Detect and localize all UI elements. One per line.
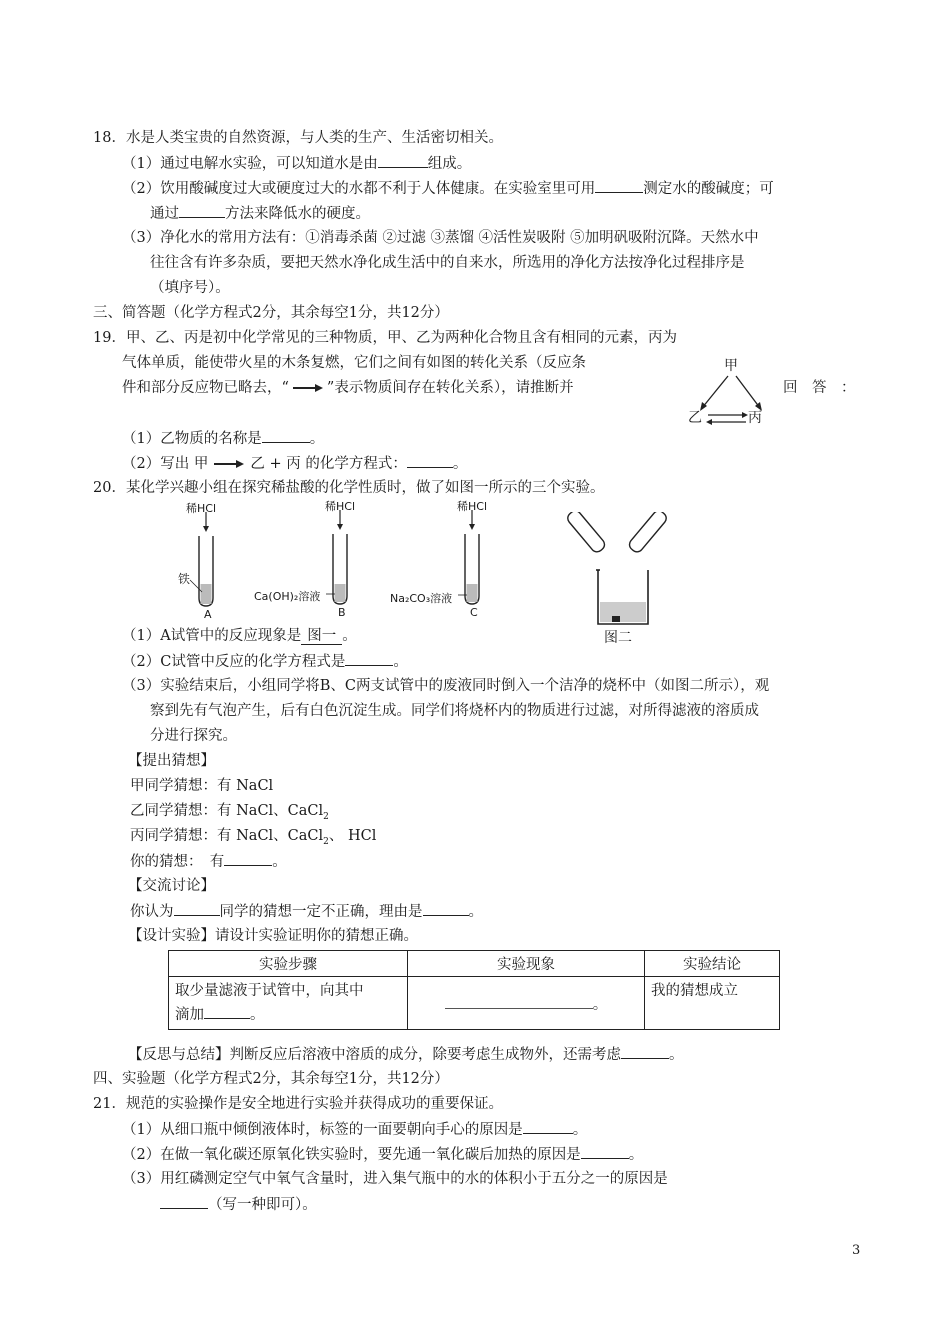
q19-stem-line2: 气体单质，能使带火星的木条复燃，它们之间有如图的转化关系（反应条 [122,355,586,371]
header-steps: 实验步骤 [169,951,408,977]
acid-label-b: 稀HCl [325,500,356,513]
q20-part3-end: 分进行探究。 [150,728,237,744]
q19-stem-line3 [122,378,574,398]
q21-part1-text: （1）从细口瓶中倾倒液体时，标签的一面要朝向手心的原因是 [122,1122,523,1138]
q21-part3: （3）用红磷测定空气中氧气含量时，进入集气瓶中的水的体积小于五分之一的原因是 [122,1171,668,1187]
discussion-end: 。 [468,904,483,920]
figure-2-caption: 图二 [604,630,632,646]
acid-label-a: 稀HCl [186,502,217,515]
heading-hypothesis: 【提出猜想】 [128,753,215,769]
reflection-line [128,1044,684,1065]
q20-stem: 20．某化学兴趣小组在探究稀盐酸的化学性质时，做了如图一所示的三个实验。 [93,480,605,496]
reagent-caoh2: Ca(OH)₂溶液 [254,590,321,603]
answer-blank[interactable] [224,851,272,866]
cell-conclusion: 我的猜想成立 [645,977,780,1030]
cell-phenomenon [408,977,645,1030]
answer-blank[interactable] [160,1194,208,1209]
q19-part2-mid: 乙 + 丙 的化学方程式： [250,456,407,472]
q18-part1-end: 组成。 [427,156,472,172]
header-phenomenon: 实验现象 [408,951,645,977]
page-number: 3 [852,1243,861,1258]
conversion-diagram [688,356,778,430]
q21-part3-cont [160,1194,317,1215]
discussion-line [130,901,483,922]
q20-part2 [122,651,408,672]
guess-yours-end: 。 [272,854,287,870]
q21-part3-end: （写一种即可）。 [208,1197,317,1213]
q18-part2-mid: 测定水的酸碱度；可 [643,181,774,197]
q19-stem: 19．甲、乙、丙是初中化学常见的三种物质，甲、乙为两种化合物且含有相同的元素，丙为 [93,330,677,346]
guess-jia: 甲同学猜想：有 NaCl [130,778,274,794]
reflection-end: 。 [669,1047,684,1063]
tube-label-c: C [470,606,478,619]
reagent-iron: 铁 [178,572,191,586]
reflection-text: 【反思与总结】判断反应后溶液中溶质的成分，除要考虑生成物外，还需考虑 [128,1047,621,1063]
discussion-text: 你认为 [130,904,174,920]
acid-label-c: 稀HCl [457,500,488,513]
q19-text: ”表示物质间存在转化关系），请推断并 [326,380,574,396]
q20-part3-cont: 察到先有气泡产生，后有白色沉淀生成。同学们将烧杯内的物质进行过滤，对所得滤液的溶质成 [150,703,759,719]
q20-part2-end: 。 [393,654,408,670]
guess-yi: 乙同学猜想：有 NaCl、CaCl$_2$ [130,803,329,822]
q18-part3: （3）净化水的常用方法有：①消毒杀菌 ②过滤 ③蒸馏 ④活性炭吸附 ⑤加明矾吸附沉降。天然水中 [122,230,759,246]
q20-part1-end: 。 [342,628,357,644]
q21-part2 [122,1144,643,1165]
test-tubes-drawing [176,498,506,626]
answer-blank[interactable] [523,1119,573,1134]
answer-blank[interactable] [204,1004,250,1019]
step-text-2: 滴加 [175,1007,204,1023]
q21-part1-end: 。 [572,1122,588,1138]
discussion-mid: 同学的猜想一定不正确，理由是 [219,904,423,920]
answer-blank[interactable] [581,1144,629,1159]
guess-bing: 丙同学猜想：有 NaCl、CaCl$_2$、 HCl [130,828,377,847]
header-conclusion: 实验结论 [645,951,780,977]
q19-part1-text: （1）乙物质的名称是 [122,431,262,447]
q19-part1 [122,428,324,449]
answer-blank[interactable] [262,428,310,443]
answer-blank[interactable] [621,1044,669,1059]
diagram-node-yi: 乙 [688,410,702,426]
diagram-arrows [688,356,778,430]
q19-part2 [122,453,467,474]
answer-blank[interactable] [423,901,469,916]
arrow-icon [291,382,325,394]
tube-label-a: A [204,608,212,621]
answer-blank[interactable] [179,203,225,218]
step-text: 取少量滤液于试管中，向其中 [175,983,364,999]
q21-part2-end: 。 [628,1147,644,1163]
beaker-drawing [560,512,680,632]
q18-part2-text: （2）饮用酸碱度过大或硬度过大的水都不利于人体健康。在实验室里可用 [122,181,596,197]
q21-part1 [122,1119,587,1140]
figure-2-beaker [560,512,680,648]
heading-design: 【设计实验】请设计实验证明你的猜想正确。 [128,928,418,944]
guess-yours-text: 你的猜想： 有 [130,854,225,870]
q20-part1 [122,626,357,646]
table-row [169,977,780,1030]
q20-part3: （3）实验结束后，小组同学将B、C两支试管中的废液同时倒入一个洁净的烧杯中（如图二所示），观 [122,678,770,694]
q18-stem: 18．水是人类宝贵的自然资源，与人类的生产、生活密切相关。 [93,130,503,146]
q18-part1-text: （1）通过电解水实验，可以知道水是由 [122,156,378,172]
answer-blank[interactable] [595,178,643,193]
step-end: 。 [250,1007,265,1023]
q20-part2-text: （2）C试管中反应的化学方程式是 [122,654,346,670]
section-4-heading: 四、实验题（化学方程式2分，其余每空1分，共12分） [93,1071,449,1087]
q21-part2-text: （2）在做一氧化碳还原氧化铁实验时，要先通一氧化碳后加热的原因是 [122,1147,581,1163]
guess-bing-text: 丙同学猜想：有 NaCl、CaCl [130,828,324,844]
figure-1-test-tubes [176,498,506,626]
q19-part1-end: 。 [309,431,325,447]
q18-part2-cont [150,203,370,224]
q18-part2-end: 方法来降低水的硬度。 [225,206,370,222]
guess-yi-text: 乙同学猜想：有 NaCl、CaCl [130,803,324,819]
q18-part1 [122,153,471,174]
q19-part2-end: 。 [452,456,468,472]
heading-discussion: 【交流讨论】 [128,878,215,894]
section-3-heading: 三、简答题（化学方程式2分，其余每空1分，共12分） [93,305,449,321]
q20-part1-text: （1）A试管中的反应现象是 [122,628,302,644]
arrow-icon [212,458,246,470]
diagram-node-bing: 丙 [748,410,762,426]
guess-bing-end: 、 HCl [328,828,377,844]
figure-1-caption: 图一 [301,628,342,645]
cell-steps [169,977,408,1030]
q19-text: 件和部分反应物已略去，“ [122,380,289,396]
q19-part2-text: （2）写出 甲 [122,456,209,472]
q18-part2-text: 通过 [150,206,179,222]
q19-answer-word: 回 答 ： [783,380,856,396]
table-header-row [169,951,780,977]
q18-part2 [122,178,774,199]
q18-part3-end: （填序号）。 [150,280,230,296]
guess-yours [130,851,287,872]
experiment-table [168,950,780,1030]
answer-blank[interactable] [378,153,428,168]
phenomenon-end: 。 [592,996,608,1013]
q21-stem: 21．规范的实验操作是安全地进行实验并获得成功的重要保证。 [93,1096,503,1112]
reagent-na2co3: Na₂CO₃溶液 [390,592,453,605]
diagram-node-jia: 甲 [724,358,738,374]
q18-part3-cont: 往往含有许多杂质，要把天然水净化成生活中的自来水，所选用的净化方法按净化过程排序是 [150,255,745,271]
tube-label-b: B [338,606,346,619]
answer-blank[interactable] [407,453,453,468]
answer-blank[interactable] [174,901,220,916]
answer-blank[interactable] [345,651,393,666]
answer-blank[interactable] [445,996,593,1009]
